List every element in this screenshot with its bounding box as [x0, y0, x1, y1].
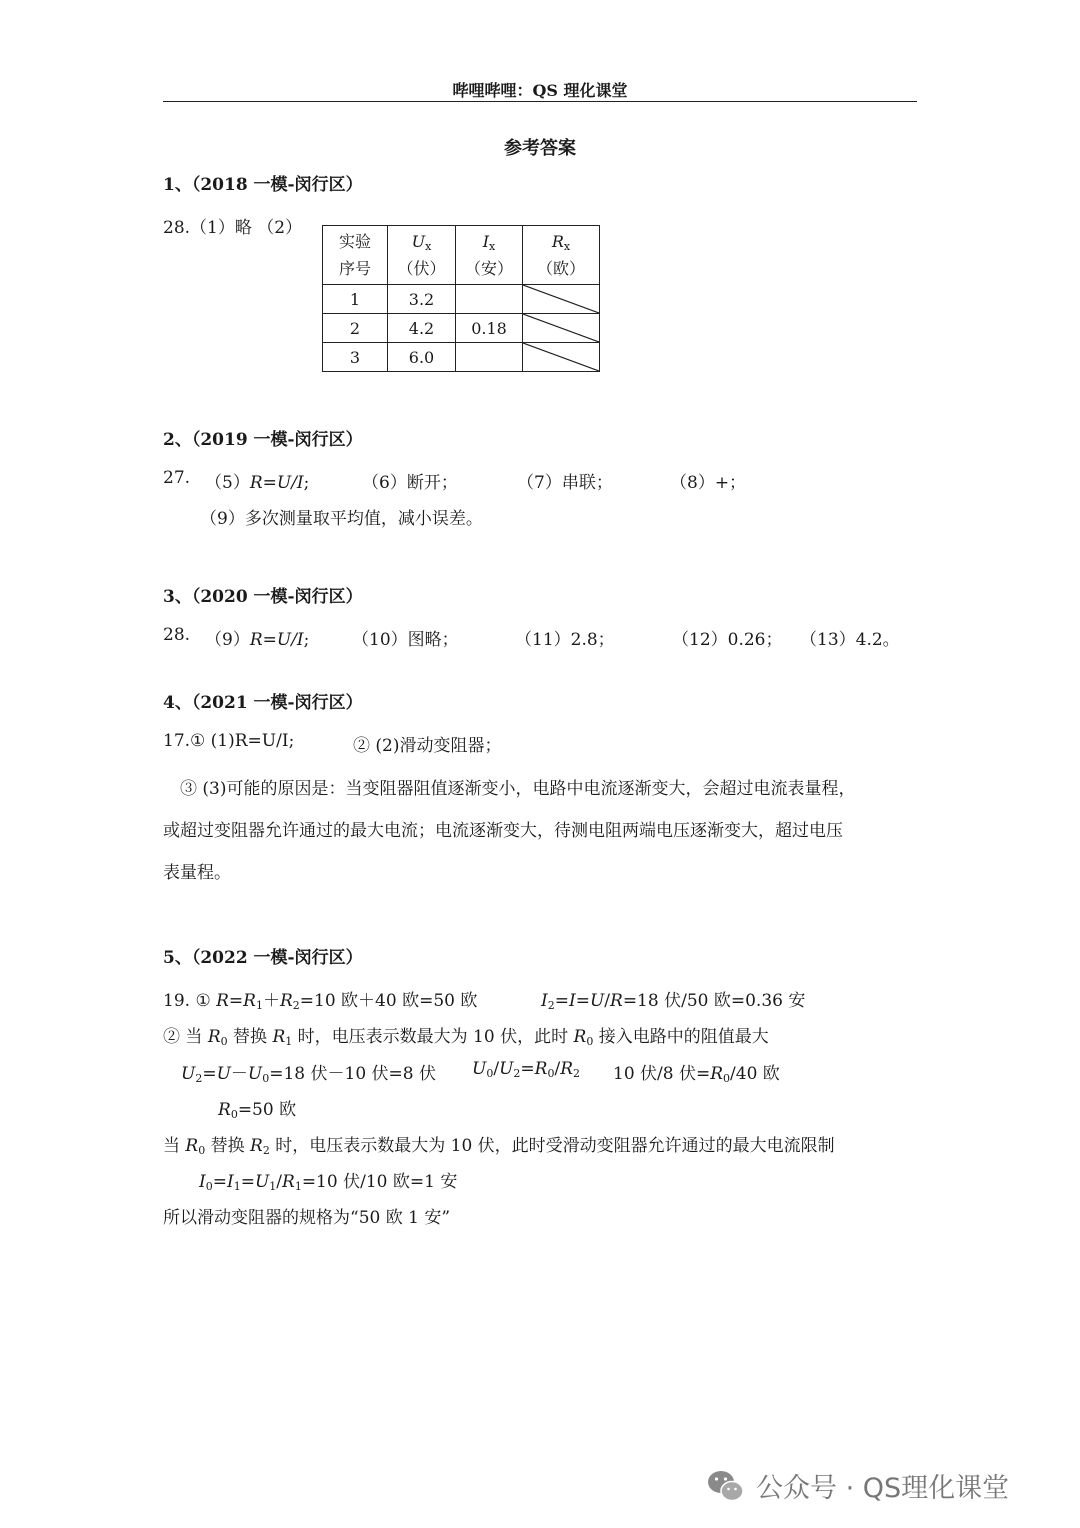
- q4-line-4: 表量程。: [163, 863, 231, 883]
- q5-line-1a: 19. ① $R=R_1+R_2=10$ 欧＋40 欧=50 欧: [163, 991, 478, 1012]
- q2-answer-5: （5）R=U/I;: [205, 473, 310, 493]
- answer-table: [322, 225, 600, 372]
- row-resistance-slashed: [523, 285, 600, 314]
- header-cell-rx: [523, 226, 600, 285]
- table-row: [323, 314, 600, 343]
- ux-unit: （伏）: [397, 259, 446, 278]
- table-row: [323, 285, 600, 314]
- header-cell-ux: [388, 226, 456, 285]
- ix-symbol: I: [482, 232, 490, 251]
- q3-answer-13: （13）4.2。: [800, 630, 900, 650]
- row-index: 1: [323, 285, 388, 314]
- q3-answer-12: （12）0.26；: [672, 630, 783, 650]
- header-rule: [163, 101, 917, 102]
- ux-subscript: x: [425, 240, 432, 253]
- q5-line-4: $R_0=50$ 欧: [218, 1100, 297, 1121]
- row-voltage: 3.2: [388, 285, 456, 314]
- row-voltage: 4.2: [388, 314, 456, 343]
- row-index: 3: [323, 343, 388, 372]
- q2-answer-7: （7）串联；: [517, 473, 613, 493]
- row-current: [456, 285, 523, 314]
- section-5-title: 5、（2022 一模-闵行区）: [163, 948, 363, 968]
- section-1-title: 1、（2018 一模-闵行区）: [163, 175, 363, 195]
- header-index-line1: 实验: [338, 232, 371, 251]
- q5-line-3b: $U_0/U_2=R_0/R_2$: [472, 1059, 580, 1080]
- row-voltage: 6.0: [388, 343, 456, 372]
- page-title: 参考答案: [504, 138, 576, 159]
- q5-line-7: 所以滑动变阻器的规格为“50 欧 1 安”: [163, 1208, 451, 1228]
- header-cell-index: [323, 226, 388, 285]
- watermark: [706, 1466, 1009, 1505]
- q3-answer-9-label: （9）: [205, 630, 250, 650]
- row-resistance-slashed: [523, 343, 600, 372]
- q4-line-1b: ② (2)滑动变阻器；: [353, 736, 502, 756]
- section-3-title: 3、（2020 一模-闵行区）: [163, 587, 363, 607]
- page-header: 哔哩哔哩：QS 理化课堂: [452, 81, 628, 100]
- header-index-line2: 序号: [338, 259, 371, 278]
- row-current: 0.18: [456, 314, 523, 343]
- q3-answer-9: （9）R=U/I;: [205, 630, 310, 650]
- table-row: [323, 343, 600, 372]
- q5-line-3c: 10 伏/8 伏$=R_0/40$ 欧: [613, 1064, 780, 1085]
- q2-answer-5-label: （5）: [205, 473, 250, 493]
- q2-number: 27.: [163, 468, 191, 488]
- rx-unit: （欧）: [536, 259, 585, 278]
- watermark-text: 公众号 · QS理化课堂: [756, 1473, 1010, 1504]
- rx-subscript: x: [563, 240, 571, 253]
- row-resistance-slashed: [523, 314, 600, 343]
- q3-answer-10: （10）图略；: [352, 630, 459, 650]
- table-header-row: [323, 226, 600, 285]
- row-index: 2: [323, 314, 388, 343]
- row-current: [456, 343, 523, 372]
- q3-answer-11: （11）2.8；: [515, 630, 615, 650]
- q5-line-2: ② 当 $R_0$ 替换 $R_1$ 时，电压表示数最大为 10 伏，此时 $R_0$ 接入电路中的阻值最大: [163, 1027, 769, 1048]
- q5-line-6: $I_0=I_1=U_1/R_1=10$ 伏/10 欧=1 安: [199, 1172, 458, 1193]
- section-2-title: 2、（2019 一模-闵行区）: [163, 430, 363, 450]
- q4-line-3: 或超过变阻器允许通过的最大电流；电流逐渐变大，待测电阻两端电压逐渐变大，超过电压: [163, 821, 843, 841]
- q5-line-1b: $I_2=I=U/R=18$ 伏/50 欧=0.36 安: [541, 991, 806, 1012]
- q2-answer-9: （9）多次测量取平均值，减小误差。: [200, 509, 483, 529]
- q5-line-3a: $U_2=U-U_0=18$ 伏－10 伏=8 伏: [181, 1064, 437, 1085]
- q2-answer-6: （6）断开；: [362, 473, 458, 493]
- section-4-title: 4、（2021 一模-闵行区）: [163, 693, 363, 713]
- ix-unit: （安）: [464, 259, 513, 278]
- wechat-icon: [706, 1468, 746, 1504]
- rx-symbol: R: [551, 232, 564, 251]
- ix-subscript: x: [489, 240, 496, 253]
- q1-lead: 28.（1）略 （2）: [163, 218, 303, 238]
- q3-number: 28.: [163, 625, 191, 645]
- q5-line-5: 当 $R_0$ 替换 $R_2$ 时，电压表示数最大为 10 伏，此时受滑动变阻器允许通过的最大电流限制: [163, 1136, 835, 1157]
- ux-symbol: U: [411, 232, 426, 251]
- q4-line-2: ③ (3)可能的原因是：当变阻器阻值逐渐变小，电路中电流逐渐变大，会超过电流表量程，: [180, 779, 856, 799]
- header-cell-ix: [456, 226, 523, 285]
- q2-answer-5-formula: R=U/I: [249, 473, 304, 493]
- q3-answer-9-formula: R=U/I: [249, 630, 304, 650]
- q2-answer-8: （8）+；: [670, 473, 747, 493]
- q4-line-1a: 17.① (1)R=U/I;: [163, 731, 295, 751]
